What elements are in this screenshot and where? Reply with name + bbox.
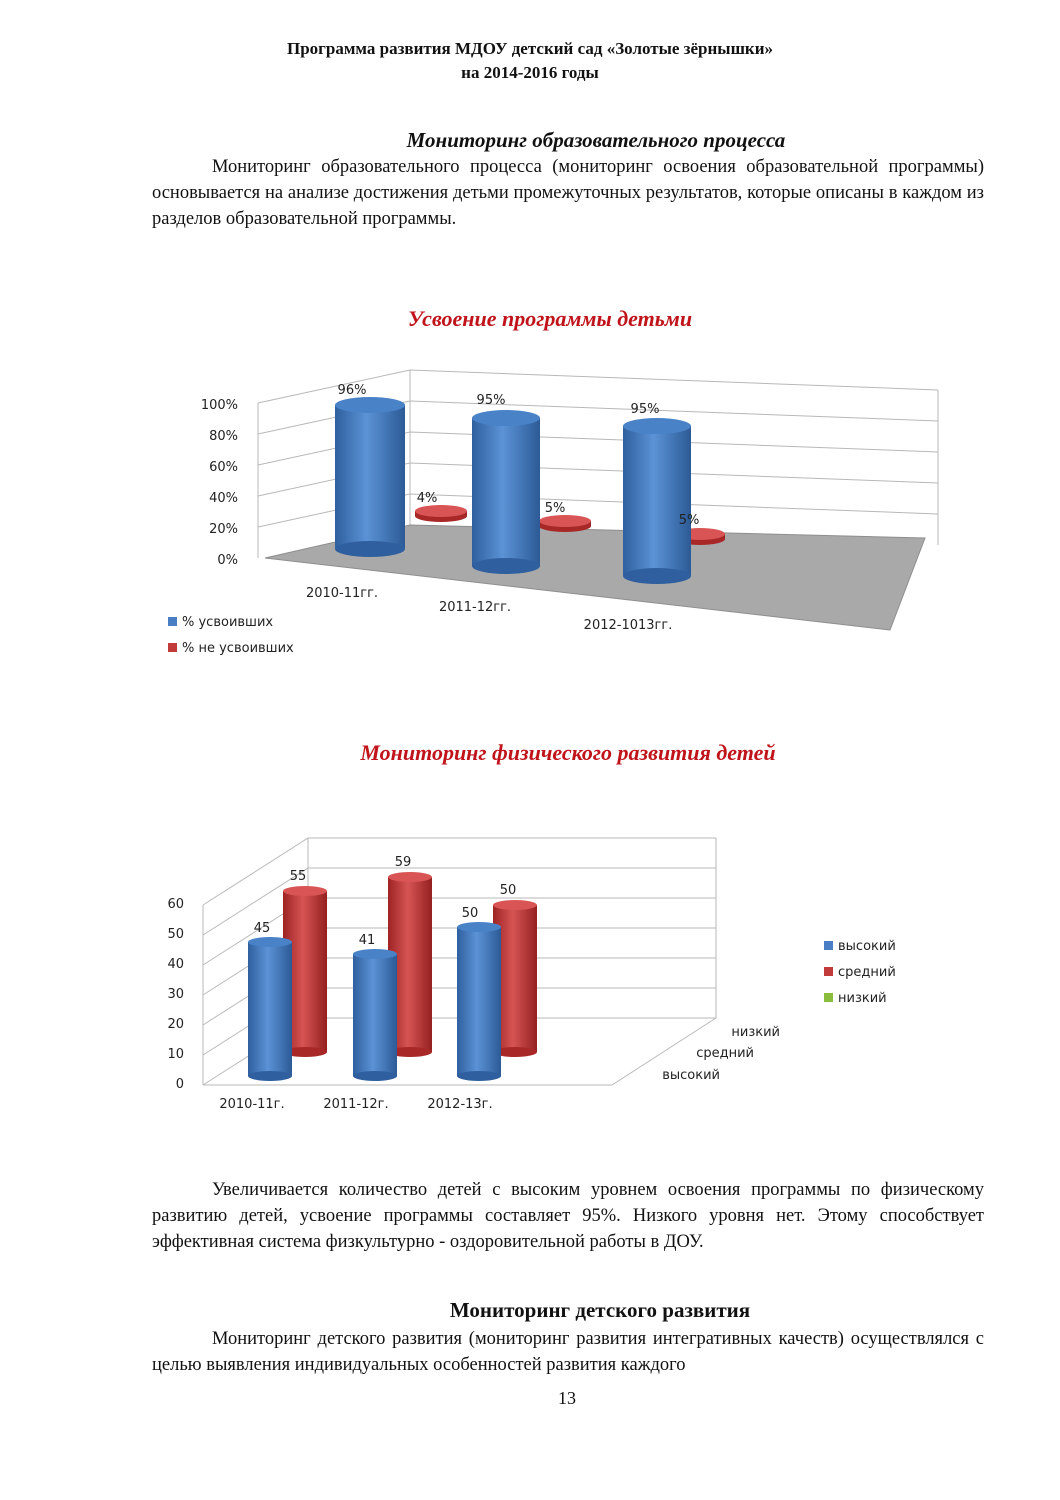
chart2-ytick-30: 30 xyxy=(167,987,184,1002)
chart2-bar-blue-1 xyxy=(353,949,397,1081)
chart1-title: Усвоение программы детьми xyxy=(407,306,693,331)
chart2-label-blue-2: 50 xyxy=(461,906,479,921)
chart1-label-red-2: 5% xyxy=(678,513,700,528)
chart1-ytick-0: 0% xyxy=(217,553,238,568)
chart2-ytick-40: 40 xyxy=(167,957,184,972)
chart2-legend-swatch-medium xyxy=(824,967,833,976)
chart1-bar-red-1 xyxy=(539,515,591,532)
chart2-depth-label-low: низкий xyxy=(731,1025,780,1040)
section-title-child-development: Мониторинг детского развития xyxy=(449,1298,751,1322)
chart2-category-2: 2012-13г. xyxy=(427,1097,493,1112)
chart2-ytick-10: 10 xyxy=(167,1047,184,1062)
chart2-ytick-60: 60 xyxy=(167,897,184,912)
section-paragraph-child-development: Мониторинг детского развития (мониторинг развития интегративных качеств) осуществлялся с целью выявления индивидуальных особенностей развития каждого xyxy=(152,1329,984,1375)
chart1-label-red-0: 4% xyxy=(416,491,438,506)
chart1-bar-blue-2 xyxy=(623,418,691,584)
chart2-category-1: 2011-12г. xyxy=(323,1097,389,1112)
chart1-label-blue-0: 96% xyxy=(337,383,367,398)
chart2-label-blue-0: 45 xyxy=(253,921,271,936)
chart2-title: Мониторинг физического развития детей xyxy=(360,740,776,765)
section-paragraph-education-monitoring: Мониторинг образовательного процесса (мониторинг освоения образовательной программы) основывается на анализе достижения детьми промежуточных результатов, которые описаны в каждом из разделов образовательной программы. xyxy=(152,157,984,229)
chart-program-mastery xyxy=(150,360,950,670)
chart1-ytick-80: 80% xyxy=(209,429,238,444)
chart2-legend-low: низкий xyxy=(838,991,887,1006)
chart1-category-1: 2011-12гг. xyxy=(438,600,512,615)
chart1-ytick-40: 40% xyxy=(209,491,238,506)
chart1-category-0: 2010-11гг. xyxy=(305,586,379,601)
chart2-legend-swatch-high xyxy=(824,941,833,950)
section-title-education-monitoring: Мониторинг образовательного процесса xyxy=(406,128,786,152)
chart1-legend xyxy=(168,615,294,656)
chart1-label-red-1: 5% xyxy=(544,501,566,516)
chart1-ytick-60: 60% xyxy=(209,460,238,475)
chart1-ytick-100: 100% xyxy=(200,398,238,413)
chart1-legend-mastered: % усвоивших xyxy=(182,615,274,630)
chart2-legend-high: высокий xyxy=(838,939,896,954)
chart1-ytick-20: 20% xyxy=(209,522,238,537)
page-number: 13 xyxy=(558,1388,576,1408)
chart1-bar-blue-0 xyxy=(335,397,405,557)
chart2-legend-swatch-low xyxy=(824,993,833,1002)
chart2-legend xyxy=(824,939,896,1006)
chart2-label-red-0: 55 xyxy=(289,869,307,884)
chart2-legend-medium: средний xyxy=(838,965,896,980)
chart2-ytick-0: 0 xyxy=(175,1077,184,1092)
paragraph-physical-development-summary: Увеличивается количество детей с высоким уровнем освоения программы по физическому развитию детей, усвоение программы составляет 95%. Низкого уровня нет. Этому способствует эффективная система физкультурно - оздоровительной работы в ДОУ. xyxy=(152,1180,984,1252)
chart2-ytick-50: 50 xyxy=(167,927,184,942)
chart1-bar-red-0 xyxy=(415,505,467,522)
chart2-category-0: 2010-11г. xyxy=(219,1097,285,1112)
chart2-label-red-2: 50 xyxy=(499,883,517,898)
chart2-depth-label-medium: средний xyxy=(696,1046,754,1061)
document-header-line2: на 2014-2016 годы xyxy=(461,63,599,82)
chart2-depth-label-high: высокий xyxy=(662,1068,720,1083)
chart2-label-red-1: 59 xyxy=(394,855,412,870)
chart1-label-blue-1: 95% xyxy=(476,393,506,408)
chart1-bar-blue-1 xyxy=(472,410,540,574)
document-header-line1: Программа развития МДОУ детский сад «Золотые зёрнышки» xyxy=(286,39,774,58)
chart1-category-2: 2012-1013гг. xyxy=(583,618,673,633)
chart2-label-blue-1: 41 xyxy=(358,933,376,948)
chart-physical-development xyxy=(150,830,950,1120)
chart1-legend-swatch-mastered xyxy=(168,617,177,626)
chart2-bar-blue-0 xyxy=(248,937,292,1081)
chart1-legend-swatch-not-mastered xyxy=(168,643,177,652)
chart1-label-blue-2: 95% xyxy=(630,402,660,417)
chart1-legend-not-mastered: % не усвоивших xyxy=(182,641,294,656)
chart2-ytick-20: 20 xyxy=(167,1017,184,1032)
chart2-bar-blue-2 xyxy=(457,922,501,1081)
